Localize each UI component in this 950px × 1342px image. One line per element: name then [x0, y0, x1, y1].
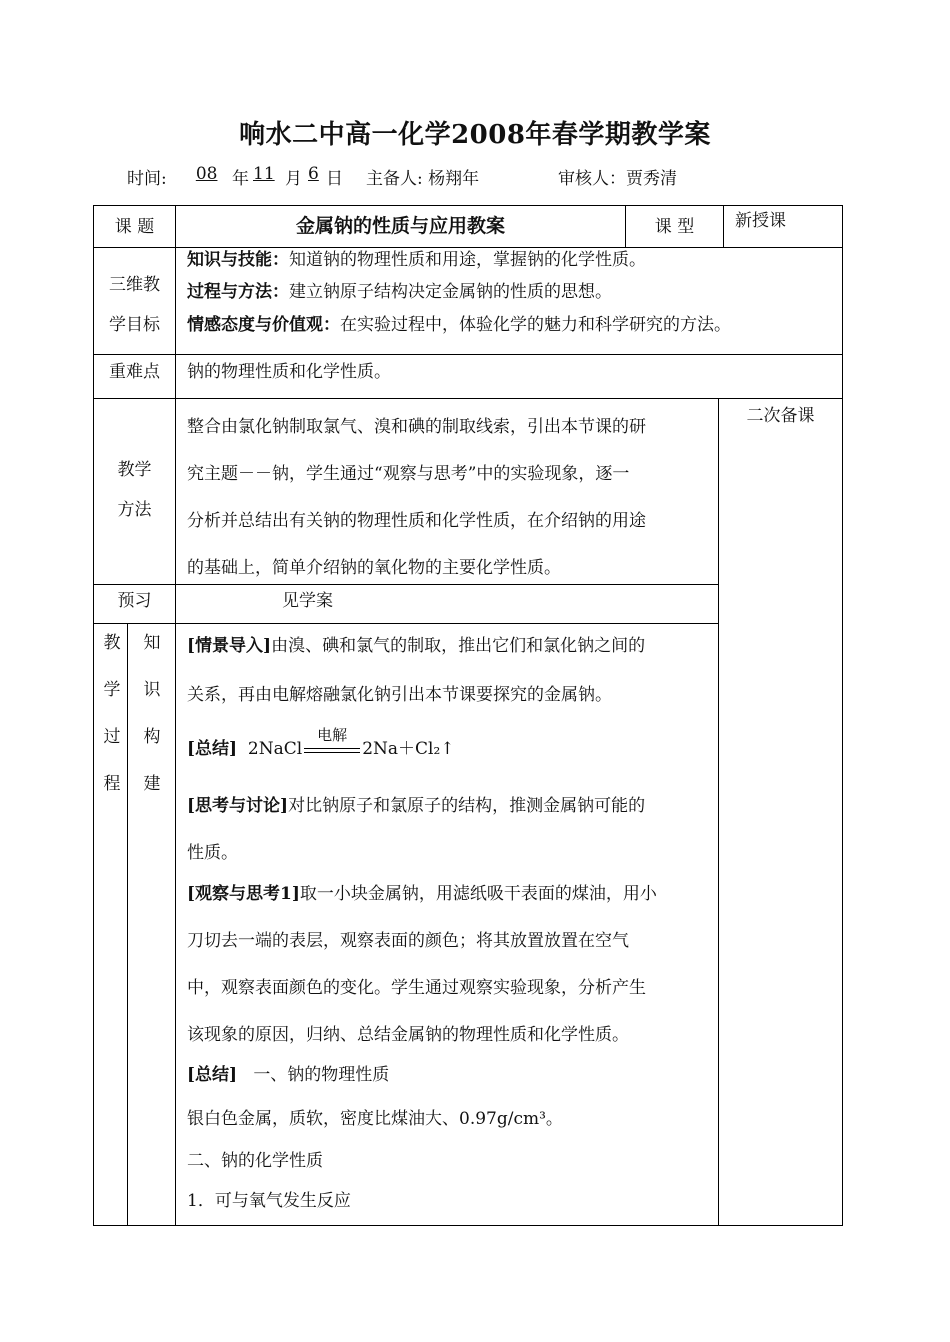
observe-line: 该现象的原因，归纳、总结金属钠的物理性质和化学性质。 — [187, 1025, 629, 1045]
method-text: 整合由氯化钠制取氯气、溴和碘的制取线索，引出本节课的研 究主题－－钠，学生通过“观察与思考”中的实验现象，逐一 分析并总结出有关钠的物理性质和化学性质，在介绍钠的用途 的基础上，简单介绍钠的氧化物的主要化学性质。 — [187, 417, 646, 578]
goal-item: 情感态度与价值观：在实验过程中，体验化学的魅力和科学研究的方法。 — [187, 315, 731, 335]
method-label: 教学 方法 — [117, 460, 152, 520]
intro-line: [情景导入]由溴、碘和氯气的制取，推出它们和氯化钠之间的 — [187, 636, 646, 656]
topic-label: 课 题 — [114, 217, 155, 237]
second-prep-label: 二次备课 — [746, 406, 815, 426]
think-line: 性质。 — [187, 843, 238, 863]
chem-heading: 二、钠的化学性质 — [187, 1151, 323, 1171]
process-label: 教 学 过 程 — [103, 633, 121, 794]
intro-line: 关系，再由电解熔融氯化钠引出本节课要探究的金属钠。 — [187, 685, 612, 705]
summary2-line: [总结] 一、钠的物理性质 — [187, 1065, 390, 1085]
year-value: 08 — [195, 164, 218, 184]
goals-label: 三维教 学目标 — [109, 275, 160, 335]
keypoints-label: 重难点 — [109, 362, 160, 382]
knowledge-label: 知 识 构 建 — [143, 633, 161, 794]
type-value: 新授课 — [735, 211, 786, 231]
physical-properties: 银白色金属，质软，密度比煤油大、0.97g/cm³。 — [187, 1109, 563, 1129]
topic-value: 金属钠的性质与应用教案 — [295, 215, 505, 237]
month-unit: 月 — [285, 169, 302, 189]
preview-label: 预习 — [117, 591, 152, 611]
preview-value: 见学案 — [282, 591, 333, 611]
time-label: 时间: — [127, 169, 167, 189]
goal-item: 知识与技能：知道钠的物理性质和用途，掌握钠的化学性质。 — [187, 250, 646, 270]
electrolysis-equals-sign: 电解 — [302, 740, 362, 760]
year-unit: 年 — [232, 169, 249, 189]
page-title: 响水二中高一化学2008年春学期教学案 — [239, 120, 711, 150]
keypoints-value: 钠的物理性质和化学性质。 — [187, 362, 391, 382]
preparer: 主备人: 杨翔年 — [366, 169, 480, 189]
observe-line: 刀切去一端的表层，观察表面的颜色；将其放置放置在空气 — [187, 931, 629, 951]
reviewer: 审核人：贾秀清 — [558, 169, 677, 189]
summary-equation: [总结] 2NaCl 电解 2Na＋Cl₂↑ — [187, 725, 455, 759]
think-line: [思考与讨论]对比钠原子和氯原子的结构，推测金属钠可能的 — [187, 796, 646, 816]
type-label: 课 型 — [654, 217, 695, 237]
observe-line: [观察与思考1]取一小块金属钠，用滤纸吸干表面的煤油，用小 — [187, 884, 657, 904]
observe-line: 中，观察表面颜色的变化。学生通过观察实验现象，分析产生 — [187, 978, 646, 998]
day-value: 6 — [308, 164, 319, 184]
month-value: 11 — [253, 164, 275, 184]
goals-list — [187, 249, 837, 346]
goal-item: 过程与方法：建立钠原子结构决定金属钠的性质的思想。 — [187, 282, 612, 302]
day-unit: 日 — [326, 169, 343, 189]
chem-item: 1．可与氧气发生反应 — [187, 1191, 351, 1211]
